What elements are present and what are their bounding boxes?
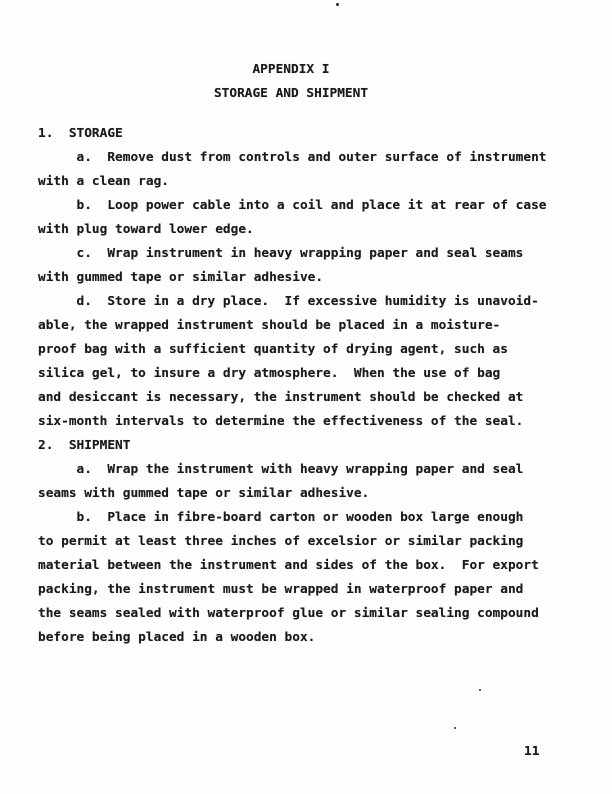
scan-speck (336, 3, 339, 6)
section-heading: 1. STORAGE (38, 126, 123, 141)
text-line: and desiccant is necessary, the instrument should be checked at (38, 390, 524, 405)
text-line: b. Place in fibre-board carton or wooden box large enough (38, 510, 524, 525)
text-line: six-month intervals to determine the effectiveness of the seal. (38, 414, 524, 429)
appendix-subtitle: STORAGE AND SHIPMENT (213, 86, 369, 101)
scan-speck (454, 727, 456, 729)
text-line: the seams sealed with waterproof glue or similar sealing compound (38, 606, 539, 621)
document-body (38, 122, 547, 650)
text-line: with gummed tape or similar adhesive. (38, 270, 324, 285)
scan-speck (479, 689, 481, 691)
text-line: packing, the instrument must be wrapped in waterproof paper and (38, 582, 524, 597)
text-line: a. Wrap the instrument with heavy wrapping paper and seal (38, 462, 524, 477)
text-line: with a clean rag. (38, 174, 169, 189)
section-heading: 2. SHIPMENT (38, 438, 131, 453)
text-line: seams with gummed tape or similar adhesive. (38, 486, 370, 501)
appendix-title: APPENDIX I (252, 62, 330, 77)
text-line: c. Wrap instrument in heavy wrapping paper and seal seams (38, 246, 524, 261)
text-block (38, 58, 547, 650)
text-line: d. Store in a dry place. If excessive humidity is unavoid- (38, 294, 539, 309)
text-line: to permit at least three inches of excelsior or similar packing (38, 534, 524, 549)
text-line: before being placed in a wooden box. (38, 630, 316, 645)
text-line: with plug toward lower edge. (38, 222, 254, 237)
text-line: proof bag with a sufficient quantity of drying agent, such as (38, 342, 508, 357)
text-line: material between the instrument and sides of the box. For export (38, 558, 539, 573)
text-line: a. Remove dust from controls and outer surface of instrument (38, 150, 547, 165)
text-line: b. Loop power cable into a coil and place it at rear of case (38, 198, 547, 213)
text-line: silica gel, to insure a dry atmosphere. When the use of bag (38, 366, 501, 381)
page-number: 11 (524, 744, 540, 759)
text-line: able, the wrapped instrument should be placed in a moisture- (38, 318, 501, 333)
